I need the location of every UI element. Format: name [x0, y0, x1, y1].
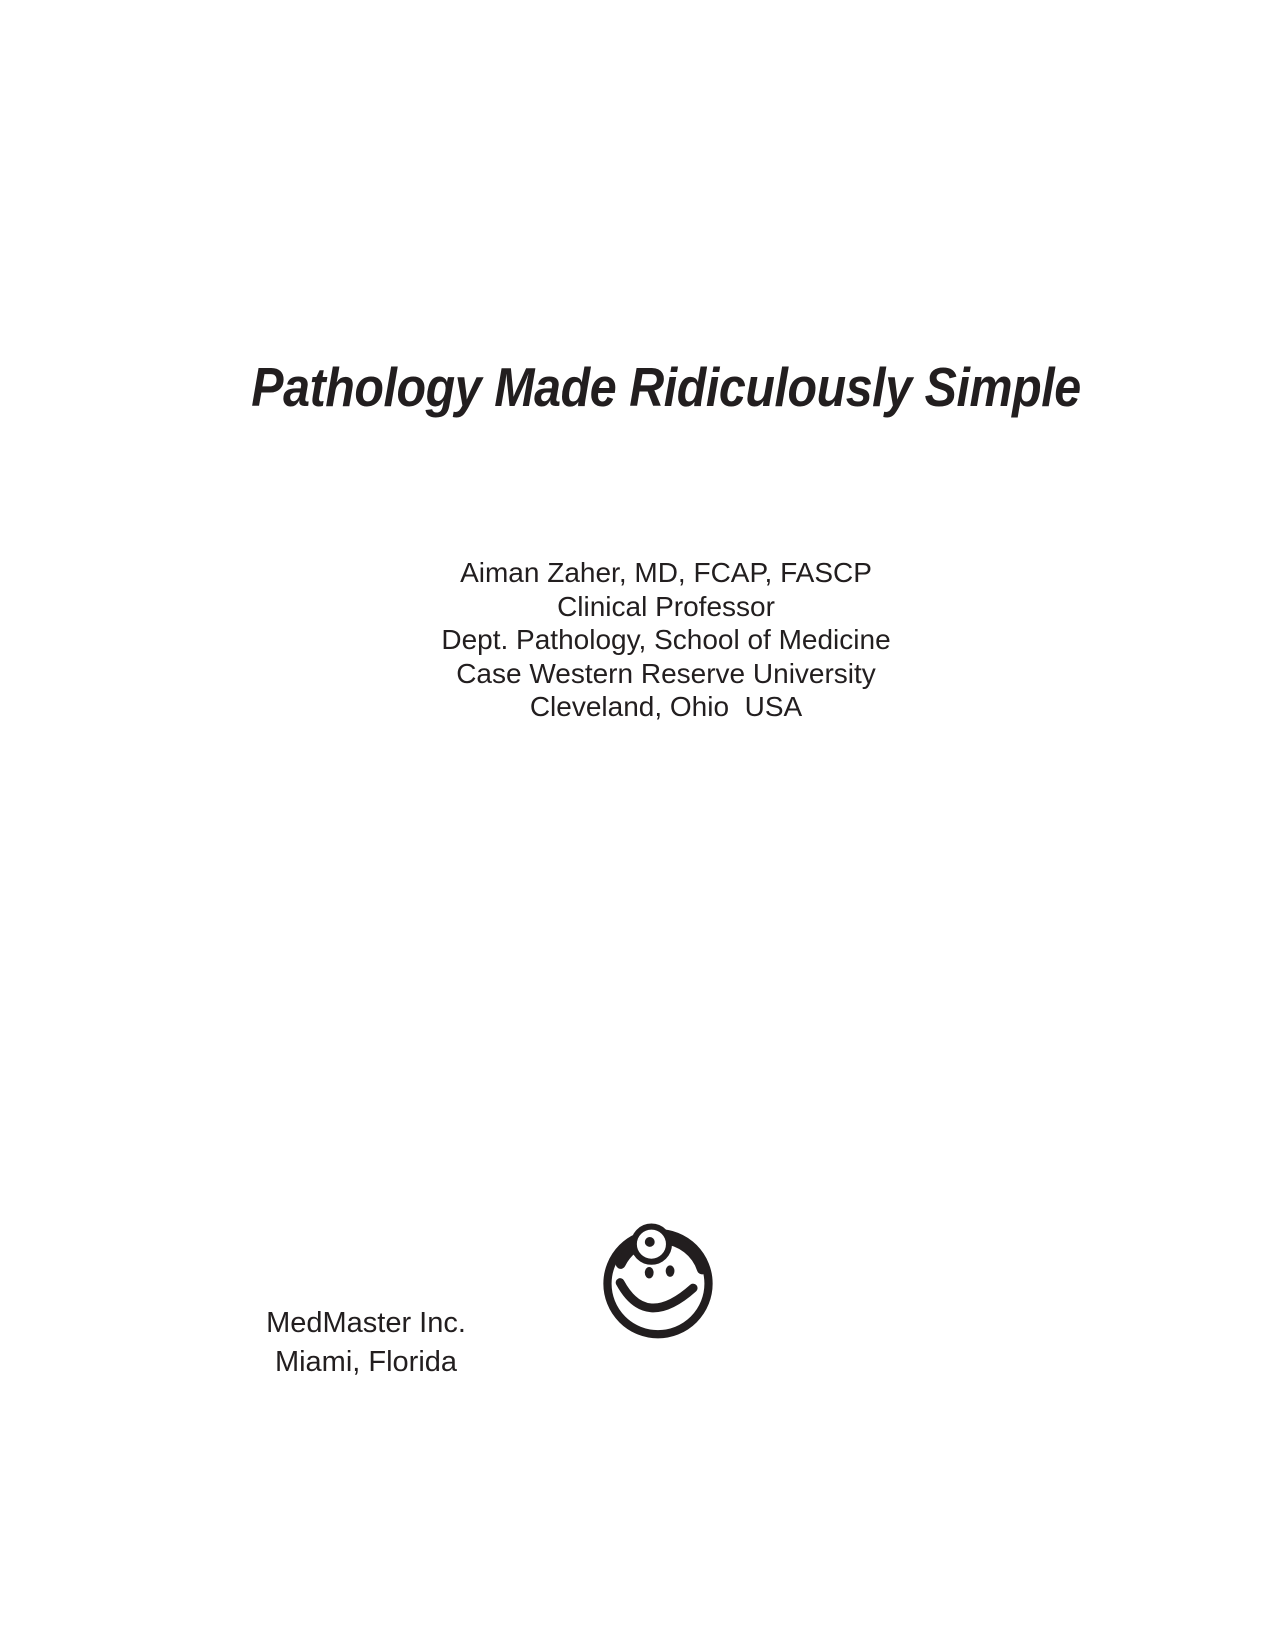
right-eye: [666, 1265, 675, 1276]
publisher-location: Miami, Florida: [274, 1346, 458, 1378]
author-block: [57, 556, 1275, 724]
author-location: Cleveland, Ohio USA: [529, 691, 803, 722]
smiley-doctor-logo-icon: [592, 1198, 724, 1343]
author-university: Case Western Reserve University: [456, 657, 876, 689]
left-eye: [645, 1267, 654, 1278]
author-title: Clinical Professor: [557, 590, 775, 622]
head-mirror-hole: [645, 1237, 655, 1247]
publisher-block: [216, 1304, 516, 1382]
author-name: Aiman Zaher, MD, FCAP, FASCP: [460, 557, 872, 588]
publisher-name: MedMaster Inc.: [266, 1307, 466, 1339]
author-department: Dept. Pathology, School of Medicine: [441, 624, 891, 655]
book-title: Pathology Made Ridiculously Simple: [251, 356, 1081, 418]
